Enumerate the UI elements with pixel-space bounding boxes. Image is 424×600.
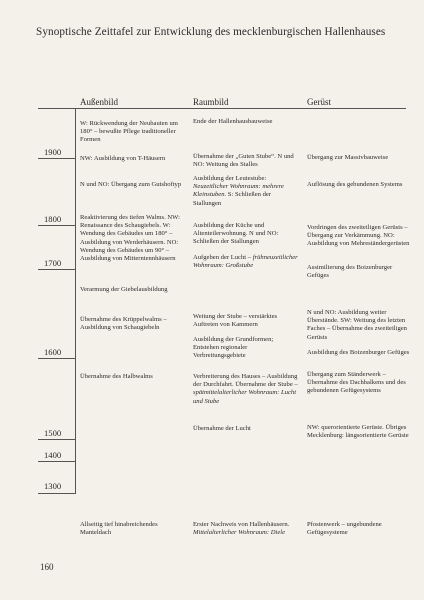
raumbild-entry: Ende der Hallenhausbauweise bbox=[193, 118, 273, 125]
column-header-geruest: Gerüst bbox=[307, 97, 331, 107]
header-rule bbox=[38, 108, 406, 109]
raumbild-entry: Übernahme der „Guten Stube“. N und NO: Weitung des Stalles bbox=[193, 153, 294, 169]
tick-1500 bbox=[38, 439, 75, 440]
raumbild-italic-text: Neuzeitlicher Wohnraum: mehrere Kleinstuben. bbox=[193, 183, 284, 199]
geruest-entry: Pfostenwerk – ungebundene Gefügesysteme bbox=[307, 521, 382, 537]
raumbild-entry bbox=[193, 373, 300, 406]
raumbild-text: Verbreiterung des Hauses – Ausbildung der Durchfahrt. Übernahme der Stube – bbox=[193, 373, 298, 389]
geruest-entry: NW: querorientierte Gerüste. Übriges Mecklenburg: längsorientierte Gerüste bbox=[307, 424, 409, 440]
aussenbild-entry: Reaktivierung des tiefen Walms. NW: Renaissance des Schaugiebels. W: Wendung des Gebäudes um 180° – Ausbildung von Werderhäusern. NO: Wendung des Gebäudes um 90° – Ausbildung von Mitterntennhäusern bbox=[80, 214, 180, 263]
aussenbild-entry: N und NO: Übergang zum Gutshoftyp bbox=[80, 181, 182, 188]
raumbild-italic-text: Mittelalterlicher Wohnraum: Diele bbox=[193, 529, 286, 537]
geruest-entry: Ausbildung des Boizenburger Gefüges bbox=[307, 349, 410, 356]
raumbild-text: Aufgeben der Lucht – bbox=[193, 254, 253, 261]
year-1800: 1800 bbox=[44, 214, 62, 224]
geruest-entry: Auflösung des gebundenen Systems bbox=[307, 181, 403, 188]
year-1400: 1400 bbox=[44, 450, 62, 460]
aussenbild-entry: Allseitig tief hinabreichendes Manteldach bbox=[80, 521, 158, 537]
raumbild-entry bbox=[193, 175, 300, 208]
tick-1900 bbox=[38, 158, 75, 159]
year-1300: 1300 bbox=[44, 481, 62, 491]
year-1900: 1900 bbox=[44, 147, 62, 157]
tick-1700 bbox=[38, 269, 75, 270]
year-1700: 1700 bbox=[44, 258, 62, 268]
aussenbild-entry: Verarmung der Giebelausbildung bbox=[80, 286, 168, 293]
timeline-axis bbox=[75, 108, 76, 494]
year-1500: 1500 bbox=[44, 428, 62, 438]
raumbild-entry: Übernahme der Lucht bbox=[193, 425, 251, 432]
tick-1300 bbox=[38, 493, 75, 494]
aussenbild-entry: Übernahme des Halbwalms bbox=[80, 373, 153, 380]
tick-1600 bbox=[38, 358, 75, 359]
geruest-entry: Assimilierung des Boizenburger Gefüges bbox=[307, 264, 393, 280]
aussenbild-entry: NW: Ausbildung von T-Häusern bbox=[80, 155, 166, 162]
raumbild-entry: Ausbildung der Küche und Altenteilerwohnung. N und NO: Schließen der Stallungen bbox=[193, 222, 279, 246]
column-header-raumbild: Raumbild bbox=[193, 97, 229, 107]
geruest-entry: N und NO: Ausbildung weiter Überstände. SW: Weitung des letzten Faches – Übernahme des zweiteiligen Gerüsts bbox=[307, 309, 407, 341]
tick-1400 bbox=[38, 461, 75, 462]
raumbild-text: Erster Nachweis von Hallenhäusern. bbox=[193, 521, 290, 528]
geruest-entry: Übergang zur Massivbauweise bbox=[307, 154, 389, 161]
aussenbild-entry: Übernahme des Krüppelwalms – Ausbildung von Schaugiebeln bbox=[80, 316, 167, 332]
raumbild-italic-text: spätmittelalterlicher Wohnraum: Lucht und Stube bbox=[193, 389, 297, 405]
geruest-entry: Vordringen des zweiteiligen Gerüsts – Übergang zur Verkämmung. NO: Ausbildung von Mehreständergerüsten bbox=[307, 224, 410, 248]
tick-1800 bbox=[38, 225, 75, 226]
raumbild-entry bbox=[193, 521, 300, 537]
raumbild-text: Ausbildung der Leutestube: bbox=[193, 175, 267, 182]
raumbild-text: S: Schließen der Stallungen bbox=[193, 191, 272, 207]
raumbild-italic-text: frühneuzeitlicher Wohnraum: Großstube bbox=[193, 254, 298, 270]
geruest-entry: Übergang zum Ständerwerk – Übernahme des Dachbalkens und des gebundenen Gefügesystems bbox=[307, 371, 406, 395]
page-title: Synoptische Zeittafel zur Entwicklung des mecklenburgischen Hallenhauses bbox=[36, 26, 386, 38]
column-header-aussenbild: Außenbild bbox=[80, 97, 118, 107]
page-number: 160 bbox=[40, 562, 54, 572]
year-1600: 1600 bbox=[44, 347, 62, 357]
raumbild-entry: Weitung der Stube – verstärktes Auftreten von Kammern bbox=[193, 313, 278, 329]
raumbild-entry bbox=[193, 254, 300, 270]
raumbild-entry: Ausbildung der Grundformen; Entstehen regionaler Verbreitungsgebiete bbox=[193, 336, 274, 360]
aussenbild-entry: W: Rückwendung der Neubauten um 180° – bewußte Pflege traditioneller Formen bbox=[80, 120, 178, 144]
